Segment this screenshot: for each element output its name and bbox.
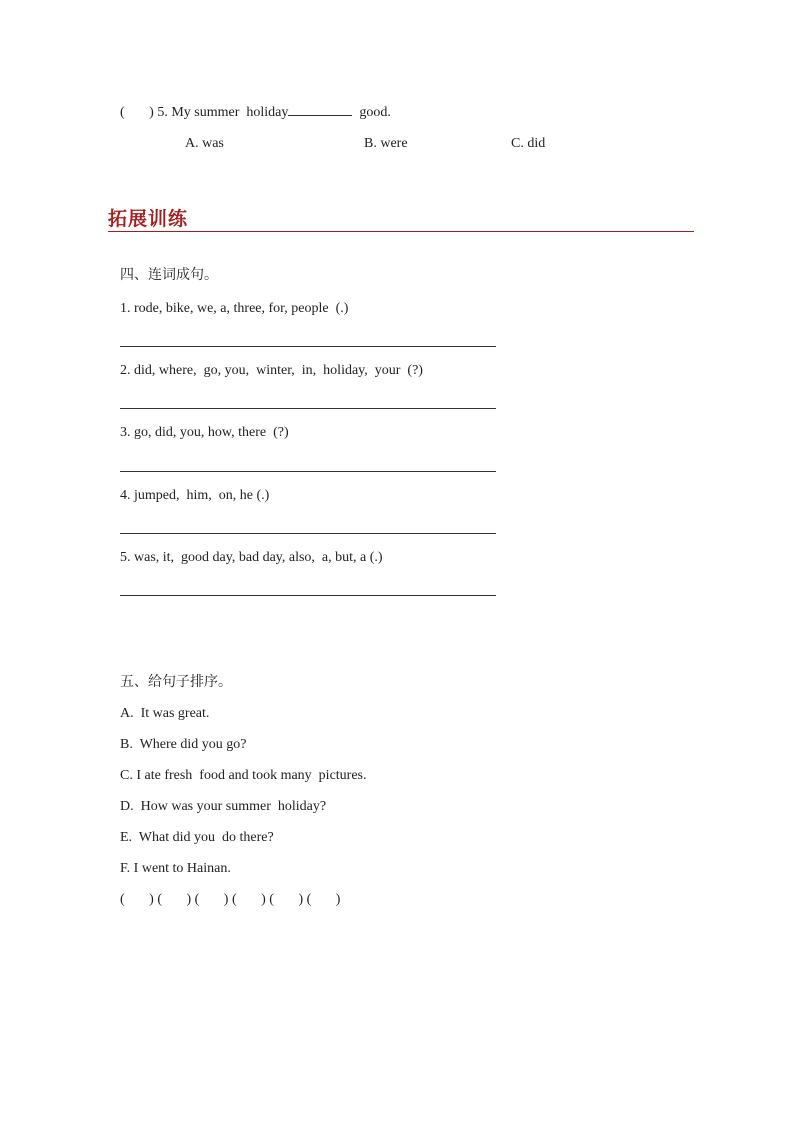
sentence-c: C. I ate fresh food and took many pictures.: [120, 768, 367, 783]
word-order-item-1: 1. rode, bike, we, a, three, for, people (.): [120, 301, 349, 316]
answer-line-5[interactable]: [120, 595, 496, 596]
sentence-f: F. I went to Hainan.: [120, 861, 231, 876]
order-answer-slots[interactable]: ( ) ( ) ( ) ( ) ( ) ( ): [120, 892, 341, 907]
option-a: A. was: [185, 136, 224, 151]
question-5-text: 5. My summer holiday: [153, 105, 289, 120]
answer-paren: ( ): [120, 105, 154, 120]
answer-line-4[interactable]: [120, 533, 496, 534]
answer-line-2[interactable]: [120, 408, 496, 409]
question-5: [120, 103, 391, 122]
word-order-item-4: 4. jumped, him, on, he (.): [120, 488, 270, 503]
word-order-item-2: 2. did, where, go, you, winter, in, holiday, your (?): [120, 363, 423, 378]
section-4-heading: 四、连词成句。: [120, 267, 218, 283]
answer-line-3[interactable]: [120, 471, 496, 472]
word-order-item-3: 3. go, did, you, how, there (?): [120, 425, 289, 440]
section-5-heading: 五、给句子排序。: [120, 674, 232, 690]
answer-line-1[interactable]: [120, 346, 496, 347]
sentence-b: B. Where did you go?: [120, 737, 247, 752]
section-divider: [108, 231, 694, 232]
sentence-d: D. How was your summer holiday?: [120, 799, 327, 814]
option-c: C. did: [511, 136, 546, 151]
question-5-text-end: good.: [352, 105, 391, 120]
fill-blank[interactable]: [288, 103, 352, 116]
word-order-item-5: 5. was, it, good day, bad day, also, a, but, a (.): [120, 550, 383, 565]
option-b: B. were: [364, 136, 408, 151]
sentence-a: A. It was great.: [120, 706, 210, 721]
sentence-e: E. What did you do there?: [120, 830, 274, 845]
section-title-extension: 拓展训练: [108, 208, 189, 230]
